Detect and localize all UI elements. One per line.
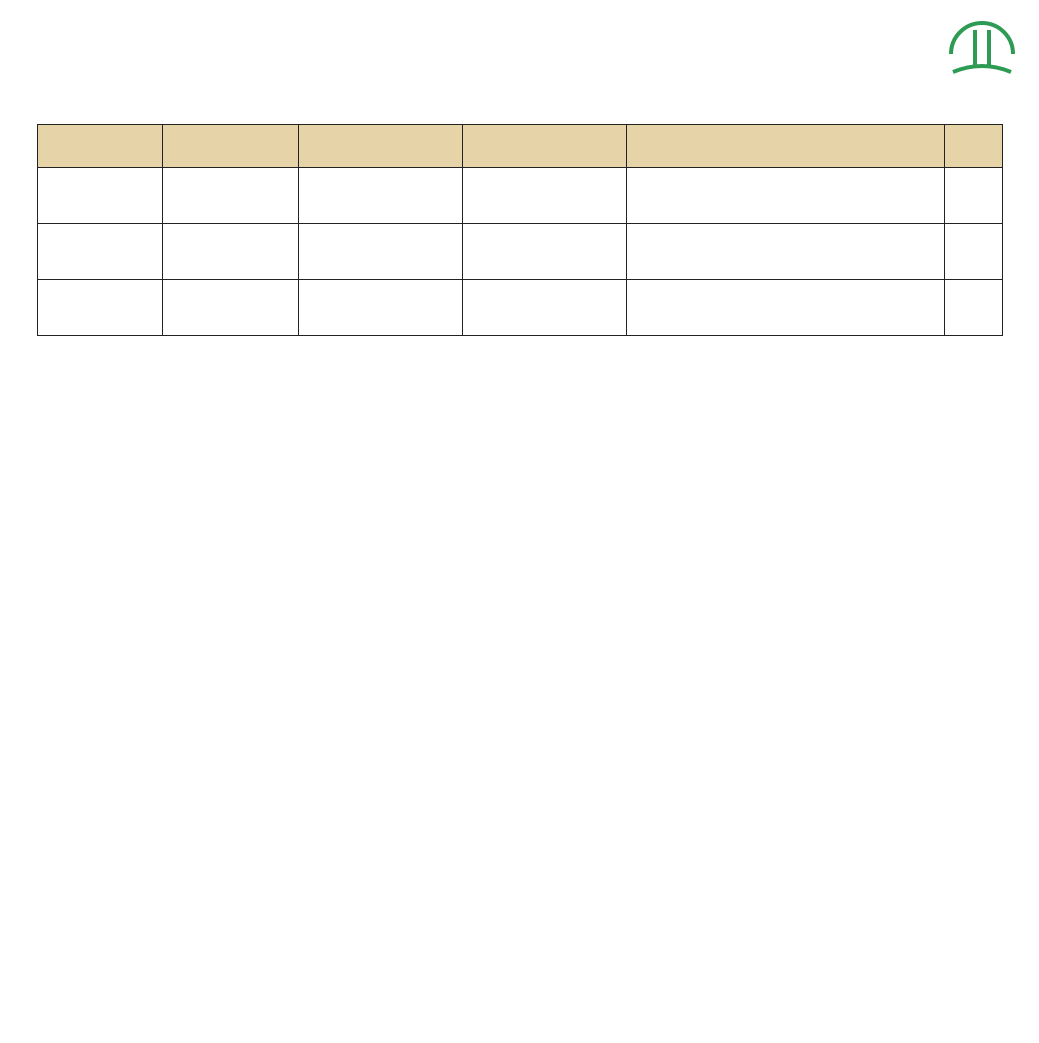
column-header bbox=[298, 125, 462, 168]
table-cell bbox=[163, 280, 298, 336]
table-row bbox=[38, 224, 1003, 280]
table-cell bbox=[38, 280, 163, 336]
table-cell bbox=[945, 280, 1003, 336]
intro-text bbox=[30, 84, 1009, 116]
column-header bbox=[462, 125, 626, 168]
table-cell bbox=[298, 280, 462, 336]
table-row bbox=[38, 280, 1003, 336]
issuer-signature bbox=[30, 984, 1009, 1024]
table-cell bbox=[945, 168, 1003, 224]
page-title bbox=[110, 18, 929, 78]
table-cell bbox=[163, 168, 298, 224]
table-cell bbox=[298, 168, 462, 224]
table-cell bbox=[462, 168, 626, 224]
table-cell bbox=[626, 280, 944, 336]
table-cell bbox=[462, 280, 626, 336]
table-cell bbox=[626, 224, 944, 280]
table-cell bbox=[38, 168, 163, 224]
notice-body bbox=[30, 346, 1009, 986]
table-cell bbox=[462, 224, 626, 280]
table-row bbox=[38, 168, 1003, 224]
projects-table bbox=[37, 124, 1003, 336]
table-header-row bbox=[38, 125, 1003, 168]
table-cell bbox=[298, 224, 462, 280]
table-cell bbox=[163, 224, 298, 280]
table-cell bbox=[626, 168, 944, 224]
table-cell bbox=[38, 224, 163, 280]
column-header bbox=[626, 125, 944, 168]
municipality-logo-icon bbox=[943, 14, 1021, 92]
column-header bbox=[38, 125, 163, 168]
column-header bbox=[945, 125, 1003, 168]
column-header bbox=[163, 125, 298, 168]
table-cell bbox=[945, 224, 1003, 280]
